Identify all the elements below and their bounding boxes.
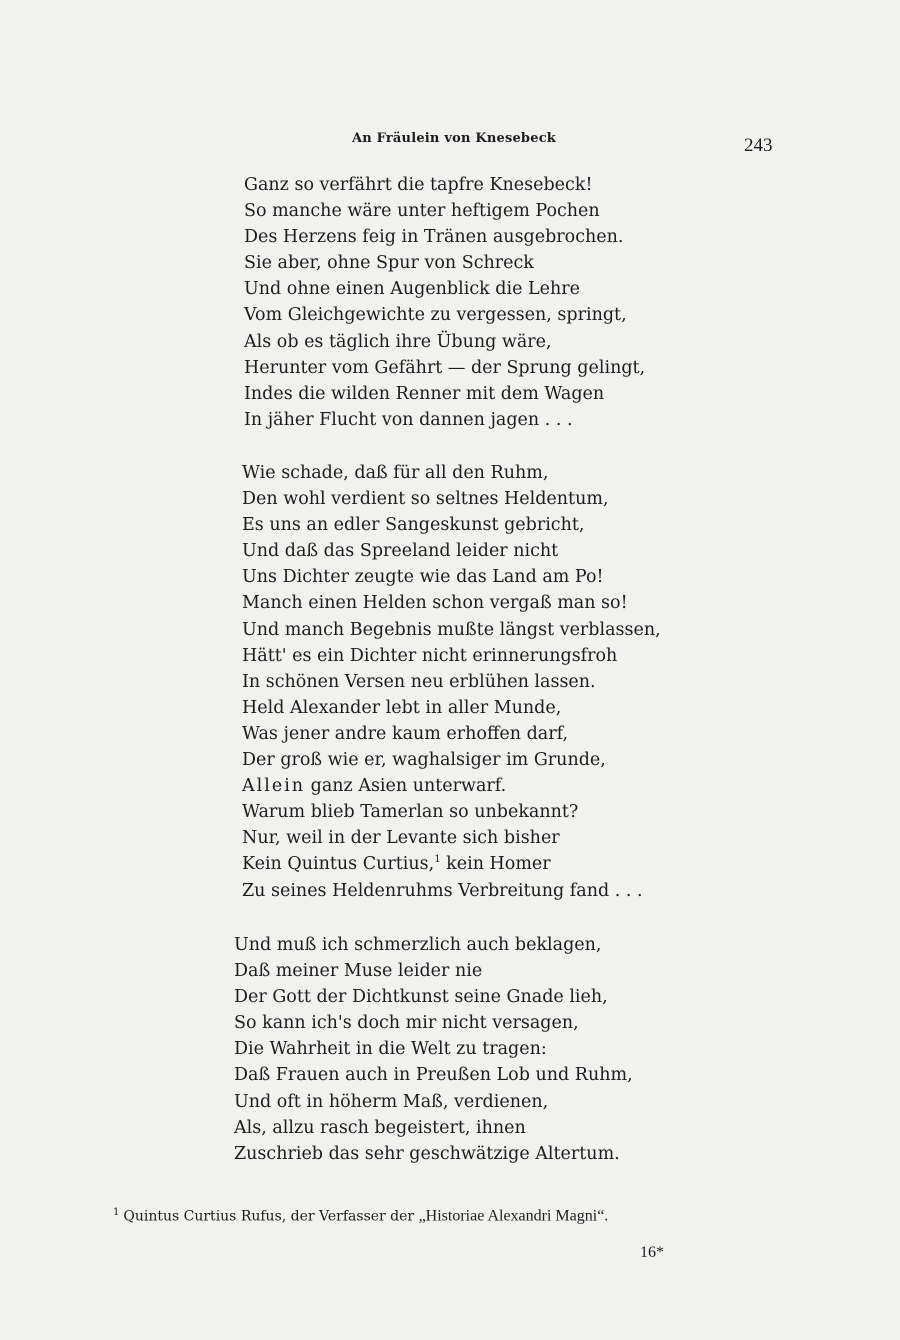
poem-line: Nur, weil in der Levante sich bisher: [242, 828, 560, 849]
poem-line: So kann ich's doch mir nicht versagen,: [234, 1013, 579, 1034]
poem-line: Hätt' es ein Dichter nicht erinnerungsfroh: [242, 645, 618, 666]
poem-line: [242, 773, 661, 799]
poem-line: Manch einen Helden schon vergaß man so!: [242, 593, 628, 614]
poem-line: Held Alexander lebt in aller Munde,: [242, 697, 562, 718]
footnote: [113, 1207, 608, 1226]
poem-line: In jäher Flucht von dannen jagen . . .: [244, 409, 573, 430]
line-remainder: ganz Asien unterwarf.: [305, 776, 507, 797]
line-remainder: kein Homer: [440, 854, 551, 875]
poem-line: Ganz so verfährt die tapfre Knesebeck!: [244, 175, 593, 195]
poem-line: Uns Dichter zeugte wie das Land am Po!: [242, 567, 604, 588]
running-head: An Fräulein von Knesebeck: [352, 131, 557, 146]
poem-stanza-1: [244, 172, 645, 433]
signature-mark: 16*: [640, 1244, 664, 1261]
poem-stanza-3: [234, 932, 633, 1167]
spaced-word: Allein: [242, 776, 306, 797]
poem-line: Herunter vom Gefährt — der Sprung gelingt,: [244, 357, 646, 378]
poem-stanza-2: [242, 460, 661, 904]
poem-line: Der Gott der Dichtkunst seine Gnade lieh,: [234, 987, 608, 1008]
poem-line: Und muß ich schmerzlich auch beklagen,: [234, 935, 602, 955]
poem-line: Als ob es täglich ihre Übung wäre,: [244, 331, 552, 352]
poem-line: Wie schade, daß für all den Ruhm,: [242, 463, 549, 483]
line-start: Kein Quintus Curtius,: [242, 854, 435, 875]
poem-line: [242, 851, 661, 877]
page-number: 243: [744, 135, 773, 156]
poem-line: Indes die wilden Renner mit dem Wagen: [244, 383, 605, 404]
footnote-marker: 1: [113, 1207, 120, 1218]
poem-line: Vom Gleichgewichte zu vergessen, springt,: [244, 305, 627, 326]
poem-line: Und oft in höherm Maß, verdienen,: [234, 1091, 549, 1112]
poem-line: So manche wäre unter heftigem Pochen: [244, 201, 600, 222]
footnote-reference: 1: [434, 854, 441, 866]
poem-line: Der groß wie er, waghalsiger im Grunde,: [242, 750, 606, 771]
poem-line: Sie aber, ohne Spur von Schreck: [244, 253, 534, 274]
poem-line: Warum blieb Tamerlan so unbekannt?: [242, 802, 579, 823]
poem-line: Den wohl verdient so seltnes Heldentum,: [242, 489, 609, 510]
poem-line: In schönen Versen neu erblühen lassen.: [242, 671, 596, 692]
footnote-latin-title: „Historiae Alexandri Magni“.: [418, 1207, 609, 1225]
poem-line: Daß Frauen auch in Preußen Lob und Ruhm,: [234, 1065, 633, 1086]
poem-line: Des Herzens feig in Tränen ausgebrochen.: [244, 227, 624, 248]
poem-line: Und manch Begebnis mußte längst verblassen,: [242, 619, 661, 640]
poem-line: Und ohne einen Augenblick die Lehre: [244, 279, 580, 300]
poem-line: Zu seines Heldenruhms Verbreitung fand . . .: [242, 880, 643, 901]
poem-line: Und daß das Spreeland leider nicht: [242, 541, 559, 562]
poem-line: Die Wahrheit in die Welt zu tragen:: [234, 1039, 547, 1060]
poem-line: Es uns an edler Sangeskunst gebricht,: [242, 515, 585, 536]
poem-line: Zuschrieb das sehr geschwätzige Altertum.: [234, 1143, 620, 1164]
poem-line: Daß meiner Muse leider nie: [234, 961, 483, 982]
poem-line: Was jener andre kaum erhoffen darf,: [242, 723, 569, 744]
poem-line: Als, allzu rasch begeistert, ihnen: [234, 1117, 526, 1138]
footnote-text: Quintus Curtius Rufus, der Verfasser der: [123, 1208, 419, 1225]
